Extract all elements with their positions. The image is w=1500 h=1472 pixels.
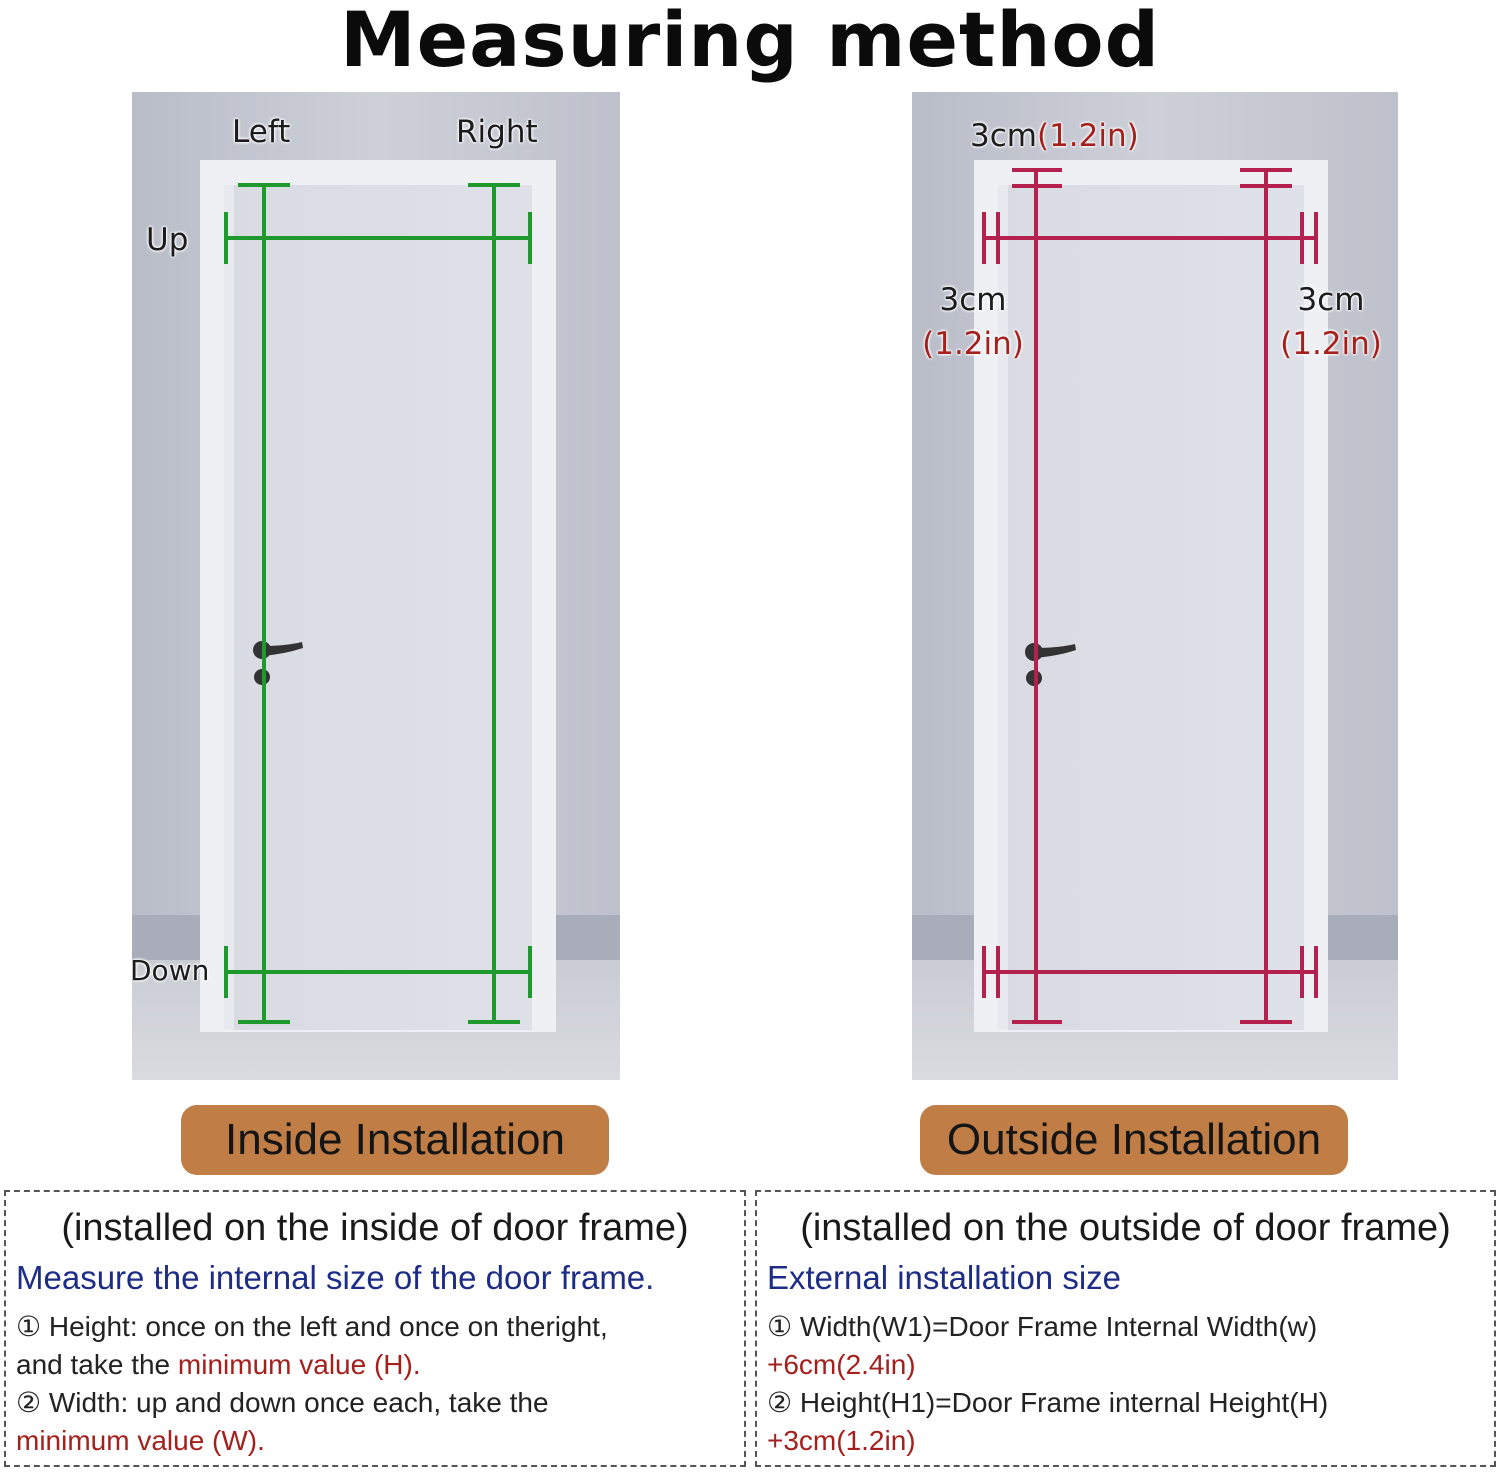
page-title: Measuring method [339, 0, 1161, 84]
label-right-cm: 3cm [1297, 282, 1365, 318]
label-right: Right [456, 114, 538, 150]
label-left-offset [918, 282, 1028, 362]
inside-height-highlight: minimum value (H). [177, 1349, 421, 1380]
label-left-in: (1.2in) [922, 326, 1024, 362]
label-left: Left [232, 114, 291, 150]
label-top-offset [970, 118, 1139, 154]
outside-step-width: ① Width(W1)=Door Frame Internal Width(w) [767, 1311, 1318, 1342]
label-down: Down [130, 954, 210, 987]
label-top-in: (1.2in) [1036, 118, 1139, 154]
inside-instructions-box [4, 1190, 746, 1467]
label-top-cm: 3cm [970, 118, 1037, 154]
label-left-cm: 3cm [939, 282, 1007, 318]
outside-subheading: External installation size [767, 1259, 1122, 1296]
outside-instructions-box [755, 1190, 1496, 1467]
outside-steps [767, 1308, 1328, 1460]
inside-step-width: ② Width: up and down once each, take the [16, 1387, 549, 1418]
outside-height-addition: +3cm(1.2in) [767, 1425, 916, 1456]
label-right-in: (1.2in) [1280, 326, 1382, 362]
inside-steps [16, 1308, 608, 1460]
inside-heading: (installed on the inside of door frame) [61, 1207, 689, 1249]
outside-width-addition: +6cm(2.4in) [767, 1349, 916, 1380]
outside-installation-badge: Outside Installation [920, 1105, 1348, 1175]
outside-heading: (installed on the outside of door frame) [800, 1207, 1451, 1249]
inside-door-photo [132, 92, 620, 1080]
label-up: Up [146, 222, 189, 258]
outside-step-height: ② Height(H1)=Door Frame internal Height(H) [767, 1387, 1329, 1418]
inside-width-highlight: minimum value (W). [16, 1425, 265, 1456]
inside-subheading: Measure the internal size of the door frame. [16, 1259, 655, 1296]
inside-step-height: ① Height: once on the left and once on theright, [16, 1311, 608, 1342]
label-right-offset [1276, 282, 1386, 362]
inside-installation-badge: Inside Installation [181, 1105, 609, 1175]
inside-step-height-line2: and take the minimum value (H). [16, 1349, 421, 1380]
